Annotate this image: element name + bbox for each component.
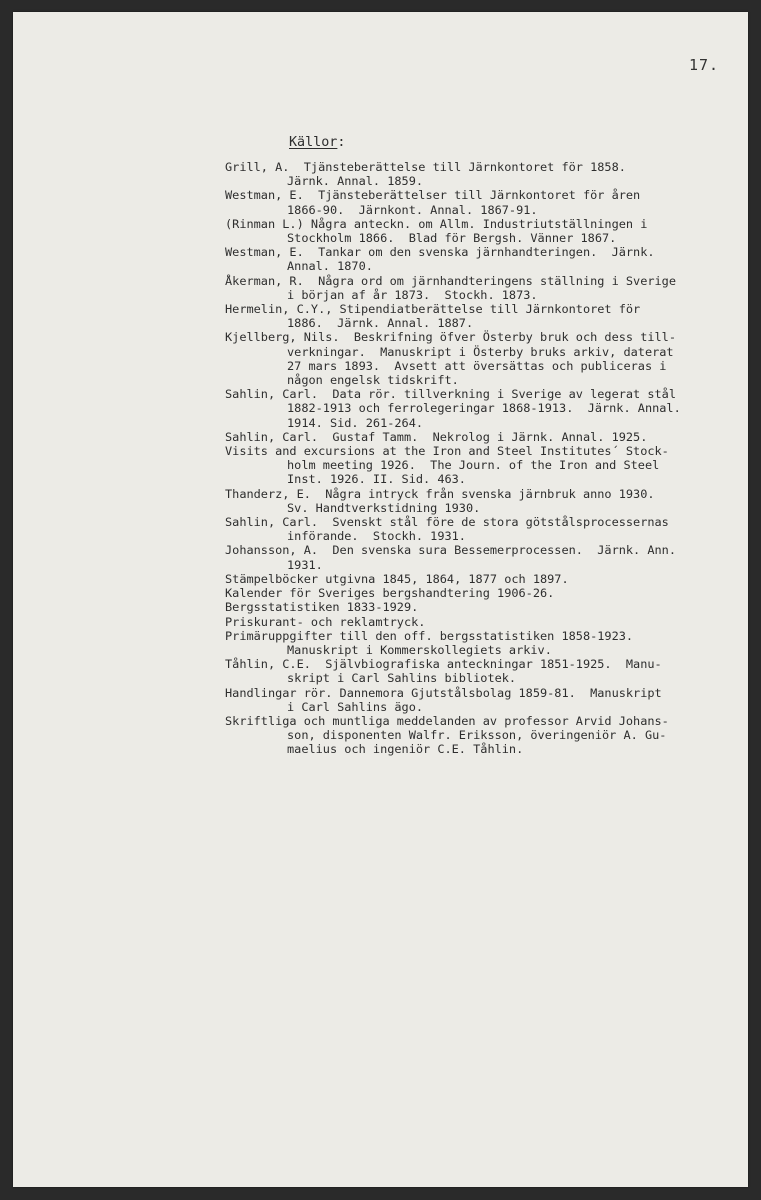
reference-entry (225, 515, 755, 543)
reference-continuation-line: verkningar. Manuskript i Österby bruks arkiv, daterat (287, 344, 674, 359)
reference-entry (225, 572, 755, 586)
reference-line: Primäruppgifter till den off. bergsstatistiken 1858-1923. (225, 628, 634, 643)
sources-heading-colon: : (337, 135, 346, 150)
reference-continuation-line: Inst. 1926. II. Sid. 463. (287, 472, 466, 487)
reference-continuation-line: Järnk. Annal. 1859. (287, 174, 424, 189)
reference-line: Sahlin, Carl. Gustaf Tamm. Nekrolog i Järnk. Annal. 1925. (225, 429, 648, 444)
reference-entry (225, 160, 755, 188)
reference-line: Grill, A. Tjänsteberättelse till Järnkontoret för 1858. (225, 160, 626, 174)
reference-continuation-line: 1882-1913 och ferrolegeringar 1868-1913. Järnk. Annal. (287, 401, 681, 416)
reference-line: Thanderz, E. Några intryck från svenska järnbruk anno 1930. (225, 486, 655, 501)
reference-continuation-line: Annal. 1870. (287, 259, 373, 274)
reference-line: Stämpelböcker utgivna 1845, 1864, 1877 och 1897. (225, 571, 569, 586)
reference-entry (225, 714, 755, 757)
reference-entry (225, 629, 755, 657)
reference-entry (225, 387, 755, 430)
reference-line: Hermelin, C.Y., Stipendiatberättelse till Järnkontoret för (225, 302, 641, 317)
reference-entry (225, 487, 755, 515)
sources-heading-text: Källor (289, 135, 338, 150)
reference-line: Kjellberg, Nils. Beskrifning öfver Österby bruk och dess till- (225, 330, 677, 345)
reference-entry (225, 586, 755, 600)
reference-entry (225, 615, 755, 629)
reference-entry (225, 600, 755, 614)
reference-line: Tåhlin, C.E. Självbiografiska anteckningar 1851-1925. Manu- (225, 657, 662, 672)
reference-continuation-line: maelius och ingeniör C.E. Tåhlin. (287, 742, 524, 757)
reference-continuation-line: 1914. Sid. 261-264. (287, 415, 424, 430)
reference-line: Bergsstatistiken 1833-1929. (225, 600, 419, 615)
reference-line: Handlingar rör. Dannemora Gjutstålsbolag 1859-81. Manuskript (225, 685, 662, 700)
reference-line: (Rinman L.) Några anteckn. om Allm. Industriutställningen i (225, 216, 648, 231)
reference-entry (225, 686, 755, 714)
reference-continuation-line: 1866-90. Järnkont. Annal. 1867-91. (287, 202, 538, 217)
reference-continuation-line: Manuskript i Kommerskollegiets arkiv. (287, 642, 552, 657)
reference-continuation-line: 1886. Järnk. Annal. 1887. (287, 316, 474, 331)
reference-continuation-line: son, disponenten Walfr. Eriksson, överingeniör A. Gu- (287, 728, 667, 743)
reference-continuation-line: någon engelsk tidskrift. (287, 373, 459, 388)
reference-entry (225, 657, 755, 685)
reference-line: Westman, E. Tjänsteberättelser till Järnkontoret för åren (225, 188, 641, 203)
reference-entry (225, 188, 755, 216)
reference-continuation-line: 1931. (287, 557, 323, 572)
reference-line: Priskurant- och reklamtryck. (225, 614, 426, 629)
references-list (225, 160, 755, 757)
reference-entry (225, 444, 755, 487)
reference-continuation-line: i Carl Sahlins ägo. (287, 699, 424, 714)
reference-line: Johansson, A. Den svenska sura Bessemerprocessen. Järnk. Ann. (225, 543, 677, 558)
reference-continuation-line: skript i Carl Sahlins bibliotek. (287, 671, 517, 686)
reference-entry (225, 330, 755, 387)
reference-continuation-line: Sv. Handtverkstidning 1930. (287, 500, 481, 515)
reference-continuation-line: holm meeting 1926. The Journ. of the Iron and Steel (287, 458, 660, 473)
reference-entry (225, 430, 755, 444)
reference-entry (225, 274, 755, 302)
reference-line: Westman, E. Tankar om den svenska järnhandteringen. Järnk. (225, 245, 655, 260)
reference-continuation-line: i början af år 1873. Stockh. 1873. (287, 287, 538, 302)
reference-line: Skriftliga och muntliga meddelanden av professor Arvid Johans- (225, 713, 669, 728)
reference-line: Sahlin, Carl. Data rör. tillverkning i Sverige av legerat stål (225, 387, 677, 402)
reference-entry (225, 543, 755, 571)
reference-continuation-line: Stockholm 1866. Blad för Bergsh. Vänner 1867. (287, 231, 617, 246)
reference-continuation-line: 27 mars 1893. Avsett att översättas och publiceras i (287, 358, 667, 373)
document-page (13, 12, 748, 1187)
reference-entry (225, 217, 755, 245)
page-number: 17. (689, 56, 720, 74)
reference-entry (225, 245, 755, 273)
reference-entry (225, 302, 755, 330)
reference-continuation-line: införande. Stockh. 1931. (287, 529, 466, 544)
reference-line: Visits and excursions at the Iron and Steel Institutes´ Stock- (225, 444, 669, 459)
reference-line: Sahlin, Carl. Svenskt stål före de stora götstålsprocessernas (225, 515, 669, 530)
reference-line: Åkerman, R. Några ord om järnhandteringens ställning i Sverige (225, 273, 677, 288)
sources-heading (289, 135, 345, 150)
reference-line: Kalender för Sveriges bergshandtering 1906-26. (225, 586, 555, 601)
